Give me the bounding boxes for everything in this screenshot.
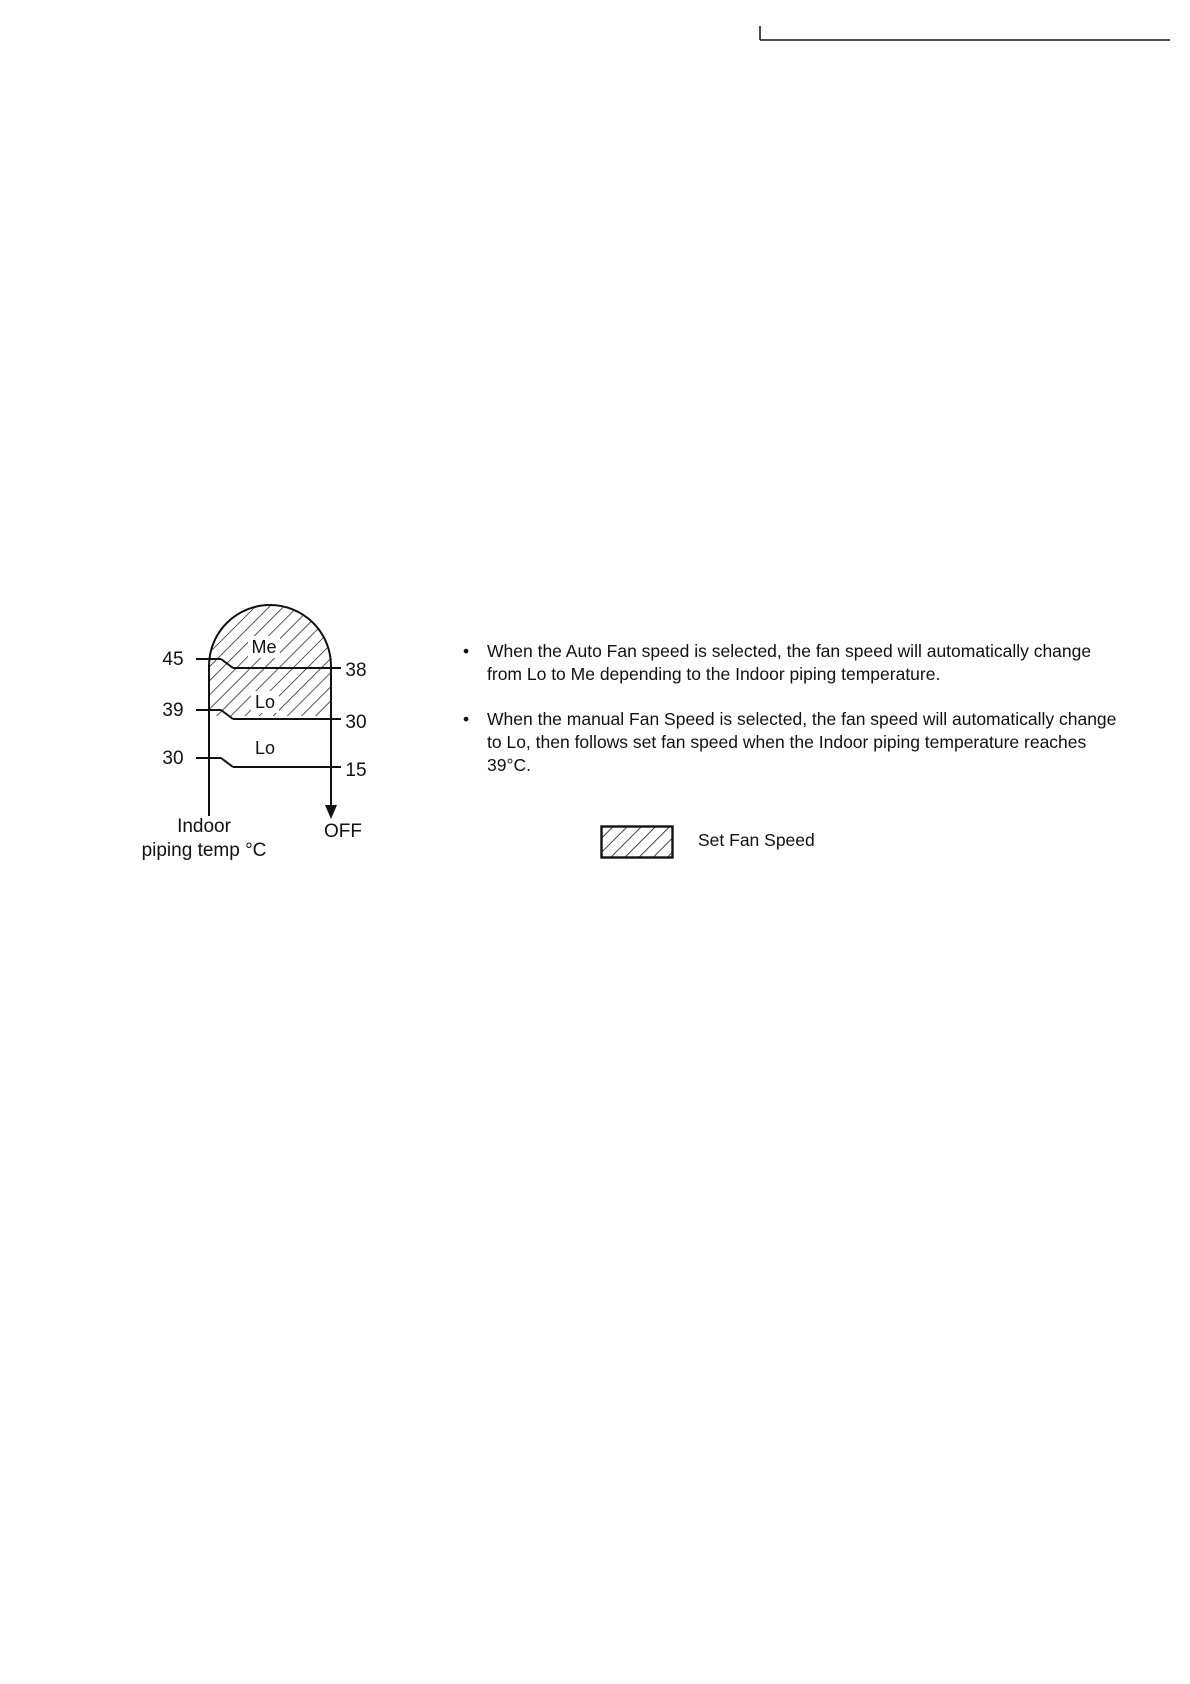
header-rule: [0, 0, 1190, 60]
zone-label-me: Me: [251, 637, 277, 657]
bullet-icon: •: [463, 641, 470, 661]
hatched-swatch-icon: [600, 825, 674, 859]
right-temp-30: 30: [345, 712, 367, 733]
legend-label: Set Fan Speed: [698, 830, 815, 850]
axis-label-line1: Indoor: [177, 816, 231, 837]
fan-speed-diagram: [120, 600, 400, 880]
left-temp-30: 30: [162, 748, 184, 769]
list-item: [462, 708, 1122, 777]
right-temp-38: 38: [345, 660, 367, 681]
off-label: OFF: [324, 821, 362, 842]
down-arrow-icon: [325, 805, 337, 819]
legend: [600, 825, 840, 859]
explanation-list: [462, 640, 1122, 799]
left-temp-45: 45: [162, 649, 184, 670]
axis-label-line2: piping temp °C: [141, 840, 267, 861]
zone-label-lo-lower: Lo: [254, 738, 276, 758]
bullet-text-manual-fan: When the manual Fan Speed is selected, the fan speed will automatically change to Lo, then follows set fan speed when the Indoor piping temperature reaches 39°C.: [487, 709, 1117, 775]
list-item: [462, 640, 1122, 686]
threshold-30-15: [196, 758, 341, 767]
bullet-icon: •: [463, 709, 470, 729]
zone-label-lo-upper: Lo: [254, 692, 276, 712]
left-temp-39: 39: [162, 700, 184, 721]
bullet-text-auto-fan: When the Auto Fan speed is selected, the fan speed will automatically change from Lo to Me depending to the Indoor piping temperature.: [487, 641, 1092, 684]
right-temp-15: 15: [345, 760, 367, 781]
